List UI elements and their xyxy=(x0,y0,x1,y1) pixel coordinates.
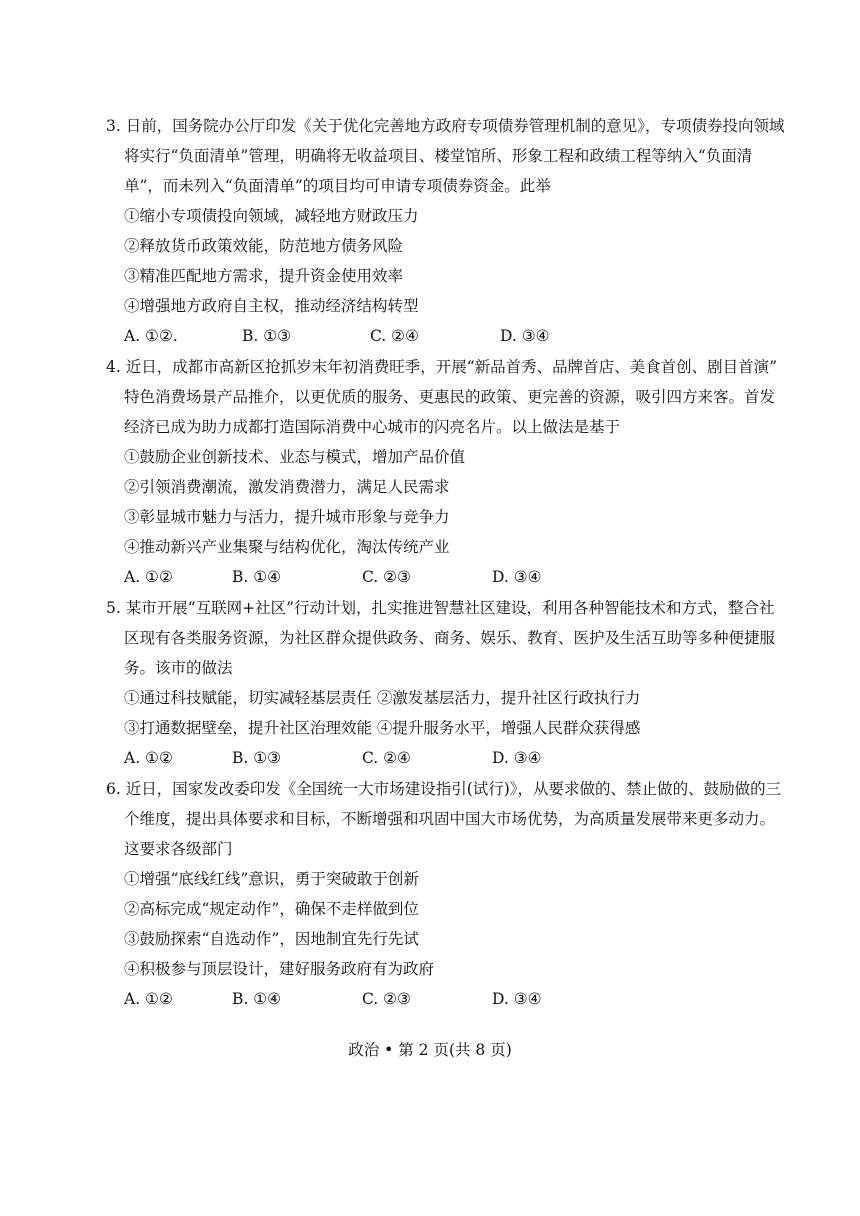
question-3-option-1: ①缩小专项债投向领域，减轻地方财政压力 xyxy=(124,207,419,225)
question-4-choice-c[interactable]: C. ②③ xyxy=(362,568,411,586)
question-6-option-1: ①增强“底线红线”意识，勇于突破敢于创新 xyxy=(124,870,419,888)
question-3-option-2: ②释放货币政策效能，防范地方债务风险 xyxy=(124,237,404,255)
question-6-stem-line-3: 这要求各级部门 xyxy=(124,840,233,858)
page-footer: 政治 • 第 2 页(共 8 页) xyxy=(348,1041,512,1059)
question-6-choice-b[interactable]: B. ①④ xyxy=(232,990,282,1008)
question-5-choice-a[interactable]: A. ①② xyxy=(124,749,173,767)
question-5-choice-b[interactable]: B. ①③ xyxy=(232,749,282,767)
question-4-option-2: ②引领消费潮流，激发消费潜力，满足人民需求 xyxy=(124,478,450,496)
question-6-option-4: ④积极参与顶层设计，建好服务政府有为政府 xyxy=(124,960,435,978)
question-4-stem-line-1: 4. 近日，成都市高新区抢抓岁末年初消费旺季，开展“新品首秀、品牌首店、美食首创、剧目首演” xyxy=(106,358,778,376)
question-3-choice-a[interactable]: A. ①②. xyxy=(124,327,178,345)
question-4-choice-a[interactable]: A. ①② xyxy=(124,568,173,586)
question-4-option-3: ③彰显城市魅力与活力，提升城市形象与竞争力 xyxy=(124,508,450,526)
question-3-stem-line-2: 将实行“负面清单”管理，明确将无收益项目、楼堂馆所、形象工程和政绩工程等纳入“负面清 xyxy=(124,147,753,165)
question-5-stem-line-3: 务。该市的做法 xyxy=(124,659,233,677)
question-6-choice-d[interactable]: D. ③④ xyxy=(492,990,542,1008)
question-3-stem-line-1: 3. 日前，国务院办公厅印发《关于优化完善地方政府专项债券管理机制的意见》，专项债券投向领域 xyxy=(106,117,785,135)
question-5-stem-line-2: 区现有各类服务资源，为社区群众提供政务、商务、娱乐、教育、医护及生活互助等多种便捷服 xyxy=(124,629,776,647)
question-6-stem-line-1: 6. 近日，国家发改委印发《全国统一大市场建设指引(试行)》，从要求做的、禁止做的、鼓励做的三 xyxy=(106,780,782,798)
question-4-option-1: ①鼓励企业创新技术、业态与模式，增加产品价值 xyxy=(124,448,466,466)
question-3-option-4: ④增强地方政府自主权，推动经济结构转型 xyxy=(124,297,419,315)
question-4-choice-d[interactable]: D. ③④ xyxy=(492,568,542,586)
question-4-choice-b[interactable]: B. ①④ xyxy=(232,568,282,586)
question-3-choice-c[interactable]: C. ②④ xyxy=(370,327,419,345)
question-3-stem-line-3: 单”，而未列入“负面清单”的项目均可申请专项债券资金。此举 xyxy=(124,177,551,195)
question-6-choice-a[interactable]: A. ①② xyxy=(124,990,173,1008)
question-4-stem-line-3: 经济已成为助力成都打造国际消费中心城市的闪亮名片。以上做法是基于 xyxy=(124,418,621,436)
question-5-stem-line-1: 5. 某市开展“互联网+社区”行动计划，扎实推进智慧社区建设，利用各种智能技术和方式，整合社 xyxy=(106,599,775,617)
question-5-choice-d[interactable]: D. ③④ xyxy=(492,749,542,767)
question-4-stem-line-2: 特色消费场景产品推介，以更优质的服务、更惠民的政策、更完善的资源，吸引四方来客。首发 xyxy=(124,388,776,406)
question-6-choice-c[interactable]: C. ②③ xyxy=(362,990,411,1008)
question-5-choice-c[interactable]: C. ②④ xyxy=(362,749,411,767)
question-5-option-row-2: ③打通数据壁垒，提升社区治理效能 ④提升服务水平，增强人民群众获得感 xyxy=(124,719,641,737)
question-6-option-2: ②高标完成“规定动作”，确保不走样做到位 xyxy=(124,900,419,918)
question-3-choice-b[interactable]: B. ①③ xyxy=(242,327,292,345)
question-3-choice-d[interactable]: D. ③④ xyxy=(500,327,550,345)
question-4-option-4: ④推动新兴产业集聚与结构优化，淘汰传统产业 xyxy=(124,538,450,556)
question-6-option-3: ③鼓励探索“自选动作”，因地制宜先行先试 xyxy=(124,930,419,948)
question-3-option-3: ③精准匹配地方需求，提升资金使用效率 xyxy=(124,267,404,285)
question-6-stem-line-2: 个维度，提出具体要求和目标，不断增强和巩固中国大市场优势，为高质量发展带来更多动力。 xyxy=(124,810,776,828)
question-5-option-row-1: ①通过科技赋能，切实减轻基层责任 ②激发基层活力，提升社区行政执行力 xyxy=(124,689,641,707)
